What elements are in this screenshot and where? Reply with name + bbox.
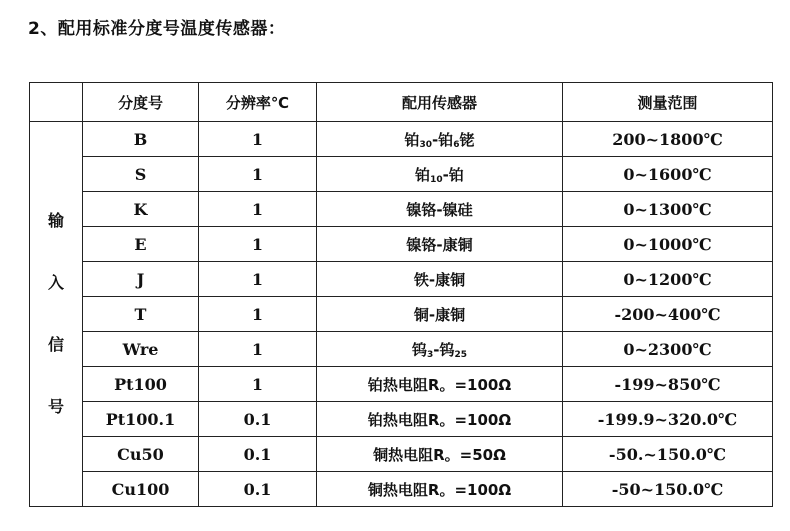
cell-code: Cu50 — [83, 437, 199, 472]
cell-range: -200~400℃ — [563, 297, 773, 332]
cell-range: -50~150.0℃ — [563, 472, 773, 507]
cell-code: S — [83, 157, 199, 192]
input-signal-char: 输 — [47, 211, 64, 230]
cell-resolution: 1 — [199, 262, 317, 297]
header-code: 分度号 — [83, 83, 199, 122]
sensor-text: -铂 — [442, 165, 464, 184]
cell-sensor — [317, 192, 563, 227]
section-heading: 2、配用标准分度号温度传感器： — [28, 19, 286, 39]
sensor-text: 镍铬-镍硅 — [406, 200, 473, 219]
cell-sensor — [317, 297, 563, 332]
table-row — [30, 157, 773, 192]
cell-range: -199~850℃ — [563, 367, 773, 402]
cell-range: 0~1200℃ — [563, 262, 773, 297]
table-row — [30, 227, 773, 262]
cell-code: J — [83, 262, 199, 297]
cell-resolution: 1 — [199, 192, 317, 227]
sensor-text: 铂 — [404, 130, 420, 149]
table-row — [30, 332, 773, 367]
cell-code: K — [83, 192, 199, 227]
input-signal-char: 号 — [47, 397, 64, 416]
sensor-text: -铂 — [432, 130, 454, 149]
sensor-text: 铜热电阻R。=50Ω — [373, 445, 506, 464]
cell-resolution: 0.1 — [199, 437, 317, 472]
cell-range: 0~1000℃ — [563, 227, 773, 262]
table-row — [30, 192, 773, 227]
sensor-text: -钨 — [433, 340, 455, 359]
header-row — [30, 83, 773, 122]
cell-resolution: 1 — [199, 367, 317, 402]
cell-code: Wre — [83, 332, 199, 367]
cell-resolution: 1 — [199, 122, 317, 157]
sensor-text: 铜热电阻R。=100Ω — [367, 480, 512, 499]
cell-resolution: 0.1 — [199, 472, 317, 507]
table-row — [30, 437, 773, 472]
sensor-text: 镍铬-康铜 — [406, 235, 473, 254]
sensor-subscript: 30 — [419, 139, 433, 150]
cell-resolution: 1 — [199, 297, 317, 332]
cell-range: 0~2300℃ — [563, 332, 773, 367]
cell-sensor — [317, 332, 563, 367]
header-sensor: 配用传感器 — [317, 83, 563, 122]
cell-code: E — [83, 227, 199, 262]
cell-code: B — [83, 122, 199, 157]
cell-range: 0~1300℃ — [563, 192, 773, 227]
sensor-text: 铂热电阻R。=100Ω — [367, 375, 512, 394]
cell-code: Pt100.1 — [83, 402, 199, 437]
sensor-text: 铂热电阻R。=100Ω — [367, 410, 512, 429]
cell-range: -199.9~320.0℃ — [563, 402, 773, 437]
cell-sensor — [317, 262, 563, 297]
cell-resolution: 1 — [199, 332, 317, 367]
cell-sensor — [317, 402, 563, 437]
cell-range: -50.~150.0℃ — [563, 437, 773, 472]
sensor-subscript: 3 — [426, 349, 434, 360]
table-row — [30, 297, 773, 332]
header-resolution: 分辨率℃ — [199, 83, 317, 122]
sensor-subscript: 25 — [454, 349, 468, 360]
cell-sensor — [317, 367, 563, 402]
cell-sensor — [317, 227, 563, 262]
cell-resolution: 1 — [199, 157, 317, 192]
sensor-spec-table — [29, 82, 773, 507]
cell-sensor — [317, 122, 563, 157]
cell-sensor — [317, 472, 563, 507]
cell-range: 200~1800℃ — [563, 122, 773, 157]
cell-code: Cu100 — [83, 472, 199, 507]
cell-range: 0~1600℃ — [563, 157, 773, 192]
header-range: 测量范围 — [563, 83, 773, 122]
sensor-text: 钨 — [411, 340, 427, 359]
table-row — [30, 472, 773, 507]
sensor-text: 铑 — [459, 130, 475, 149]
input-signal-char: 入 — [47, 273, 64, 292]
cell-sensor — [317, 437, 563, 472]
sensor-text: 铁-康铜 — [413, 270, 466, 289]
cell-resolution: 1 — [199, 227, 317, 262]
table-row — [30, 367, 773, 402]
header-blank — [30, 83, 83, 122]
table-row — [30, 122, 773, 157]
sensor-text: 铂 — [415, 165, 431, 184]
table-row — [30, 402, 773, 437]
sensor-subscript: 6 — [453, 139, 460, 150]
cell-sensor — [317, 157, 563, 192]
sensor-text: 铜-康铜 — [413, 305, 466, 324]
cell-code: Pt100 — [83, 367, 199, 402]
table-row — [30, 262, 773, 297]
sensor-subscript: 10 — [430, 174, 443, 185]
input-signal-char: 信 — [47, 335, 64, 354]
cell-resolution: 0.1 — [199, 402, 317, 437]
cell-code: T — [83, 297, 199, 332]
input-signal-label — [30, 122, 83, 507]
